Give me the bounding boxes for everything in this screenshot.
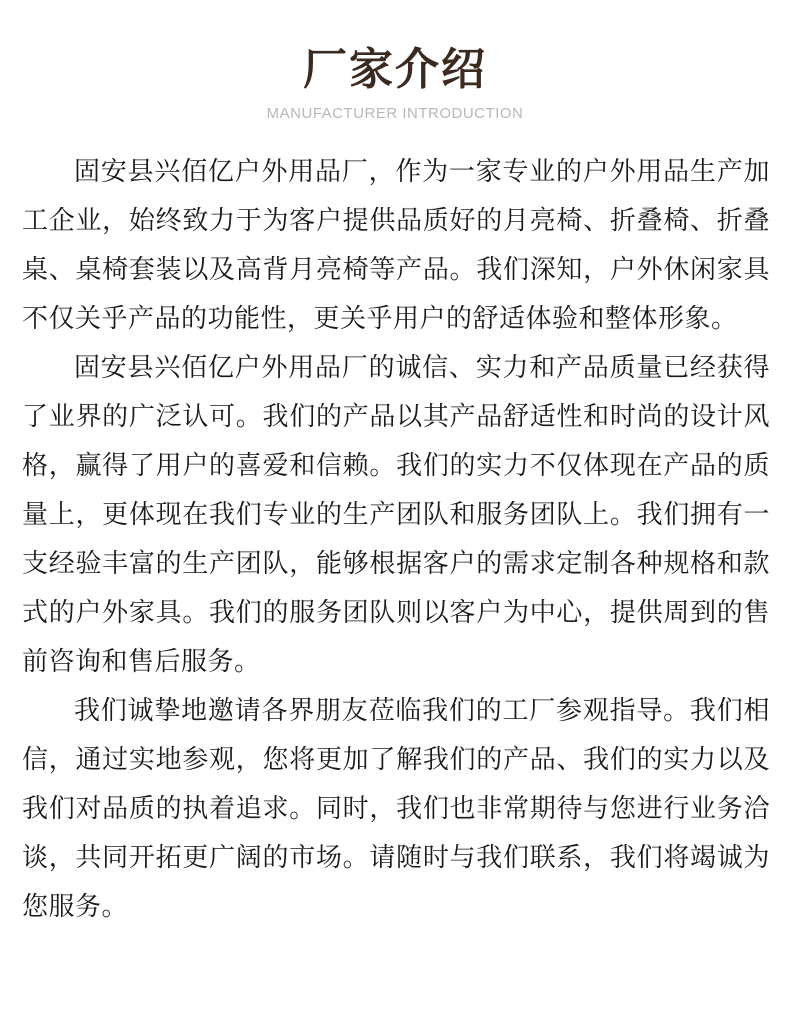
page-title: 厂家介绍 <box>303 44 487 95</box>
intro-paragraph-1: 固安县兴佰亿户外用品厂，作为一家专业的户外用品生产加工企业，始终致力于为客户提供品质好的月亮椅、折叠椅、折叠桌、桌椅套装以及高背月亮椅等产品。我们深知，户外休闲家具不仅关乎产品的功能性，更关乎用户的舒适体验和整体形象。 <box>22 157 770 334</box>
intro-body <box>22 148 770 932</box>
page-subtitle: MANUFACTURER INTRODUCTION <box>266 105 524 122</box>
intro-paragraph-2: 固安县兴佰亿户外用品厂的诚信、实力和产品质量已经获得了业界的广泛认可。我们的产品以其产品舒适性和时尚的设计风格，赢得了用户的喜爱和信赖。我们的实力不仅体现在产品的质量上，更体现在我们专业的生产团队和服务团队上。我们拥有一支经验丰富的生产团队，能够根据客户的需求定制各种规格和款式的户外家具。我们的服务团队则以客户为中心，提供周到的售前咨询和售后服务。 <box>22 353 770 677</box>
intro-paragraph-3: 我们诚挚地邀请各界朋友莅临我们的工厂参观指导。我们相信，通过实地参观，您将更加了解我们的产品、我们的实力以及我们对品质的执着追求。同时，我们也非常期待与您进行业务洽谈，共同开拓更广阔的市场。请随时与我们联系，我们将竭诚为您服务。 <box>22 696 770 922</box>
